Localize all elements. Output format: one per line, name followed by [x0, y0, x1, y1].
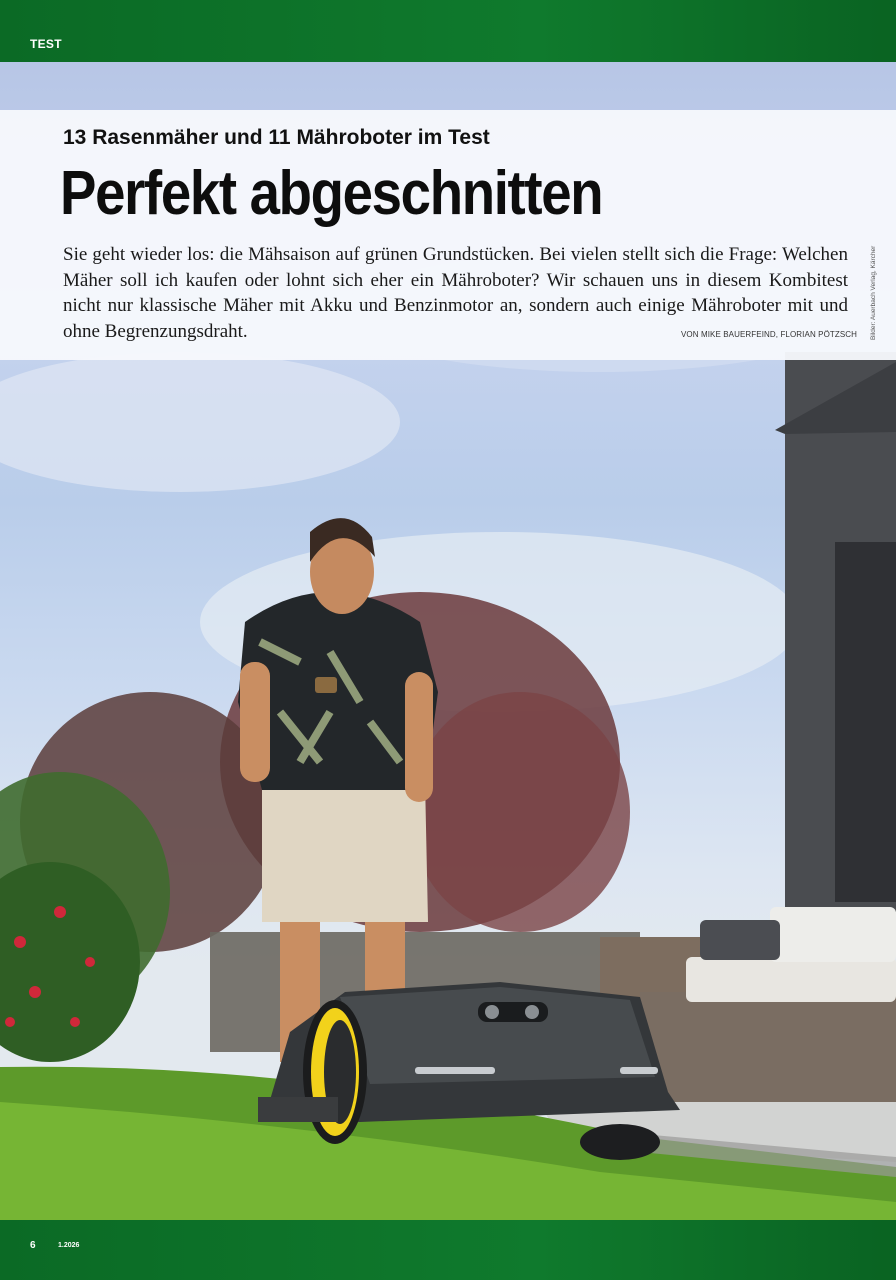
byline: VON MIKE BAUERFEIND, FLORIAN PÖTZSCH	[681, 330, 858, 339]
article-lead	[63, 242, 848, 344]
lounge-sofa	[640, 992, 896, 1112]
article-kicker: 13 Rasenmäher und 11 Mähroboter im Test	[63, 126, 490, 149]
issue-label: 1.2026	[58, 1242, 80, 1249]
section-label: TEST	[30, 37, 62, 51]
lead-paragraph: Sie geht wieder los: die Mähsaison auf grünen Grundstücken. Bei vielen stellt sich die Frage: Welchen Mäher soll ich kaufen oder lohnt sich eher ein Mähroboter? Wir schauen uns in diesem Kombitest nicht nur klassische Mäher mit Akku und Benzinmotor an, sondern auch einige Mähroboter mit und ohne Begrenzungsdraht.	[63, 244, 848, 342]
photo-credit: Bilder: Auerbach Verlag, Kärcher	[870, 245, 877, 340]
page-number: 6	[30, 1240, 36, 1251]
footer-bar	[0, 1220, 896, 1280]
article-headline: Perfekt abgeschnitten	[60, 159, 603, 228]
header-bar	[0, 0, 896, 62]
